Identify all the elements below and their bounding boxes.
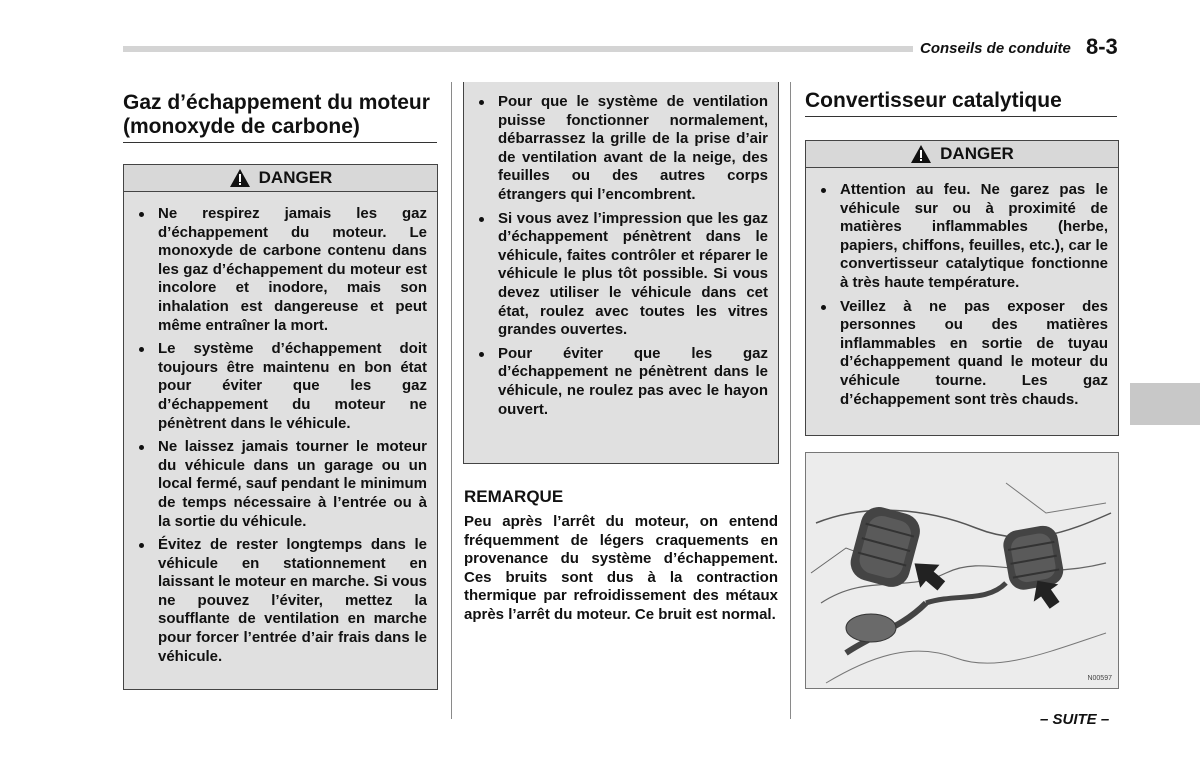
danger-item: Ne laissez jamais tourner le moteur du véhicule dans un garage ou un local fermé, sauf pendant le minimum de temps nécessaire à l’entrée ou à la sortie du véhicule. xyxy=(124,438,437,531)
danger-item: Le système d’échappement doit toujours être maintenu en bon état pour éviter que les gaz d’échappement du moteur ne pénètrent dans le véhicule. xyxy=(124,340,437,433)
continued-label: – SUITE – xyxy=(1040,711,1110,728)
section-title-catalytic: Convertisseur catalytique xyxy=(805,89,1117,117)
remark-title: REMARQUE xyxy=(464,487,564,506)
danger-list-continued xyxy=(464,93,778,419)
danger-label: DANGER xyxy=(258,168,333,187)
danger-item: Attention au feu. Ne garez pas le véhicule sur ou à proximité de matières inflammables (herbe, papiers, chiffons, feuilles, etc.), car le convertisseur catalytique fonctionne à très haute température. xyxy=(806,181,1118,293)
danger-item: Veillez à ne pas exposer des personnes ou des matières inflammables en sortie de tuyau d’échappement quand le moteur du véhicule tourne. Les gaz d’échappement sont très chauds. xyxy=(806,298,1118,410)
danger-header xyxy=(124,165,437,192)
danger-item: Ne respirez jamais les gaz d’échappement du moteur. Le monoxyde de carbone contenu dans les gaz d’échappement du moteur est incolore et inodore, mais son inhalation est dangereuse et peut même entraîner la mort. xyxy=(124,205,437,335)
danger-box-exhaust xyxy=(123,164,438,690)
column-divider xyxy=(790,82,791,719)
section-title-exhaust: Gaz d’échappement du moteur (monoxyde de carbone) xyxy=(123,91,437,143)
danger-item: Évitez de rester longtemps dans le véhicule en stationnement en laissant le moteur en marche. Si vous ne pouvez l’éviter, mettez la soufflante de ventilation en marche pour forcer l’entrée d’air frais dans le véhicule. xyxy=(124,536,437,666)
danger-box-catalytic xyxy=(805,140,1119,436)
danger-item: Pour que le système de ventilation puisse fonctionner normalement, débarrassez la grille de la prise d’air de ventilation avant de la neige, des feuilles ou des autres corps étrangers qui l’encombrent. xyxy=(464,93,778,205)
figure-code: N00597 xyxy=(1087,675,1112,682)
danger-header xyxy=(806,141,1118,168)
section-name: Conseils de conduite xyxy=(920,40,1071,57)
column-divider xyxy=(451,82,452,719)
danger-item: Si vous avez l’impression que les gaz d’échappement pénètrent dans le véhicule, faites contrôler et réparer le véhicule le plus tôt possible. Si vous devez utiliser le véhicule dans cet état, roulez avec toutes les vitres grandes ouvertes. xyxy=(464,210,778,340)
chapter-tab xyxy=(1130,383,1200,425)
danger-box-continued xyxy=(463,82,779,464)
remark-text: Peu après l’arrêt du moteur, on entend fréquemment de légers craquements en provenance du système d’échappement. Ces bruits sont dus à la contraction thermique par refroidissement des métaux après l’arrêt du moteur. Ce bruit est normal. xyxy=(464,513,778,623)
warning-triangle-icon xyxy=(910,144,932,164)
page-number: 8-3 xyxy=(1086,34,1118,59)
danger-list xyxy=(124,205,437,666)
catalytic-converter-illustration-icon xyxy=(806,453,1118,688)
warning-triangle-icon xyxy=(229,168,251,188)
danger-item: Pour éviter que les gaz d’échappement ne pénètrent dans le véhicule, ne roulez pas avec le hayon ouvert. xyxy=(464,345,778,419)
header-rule xyxy=(123,46,913,52)
catalytic-converter-figure xyxy=(805,452,1119,689)
danger-list xyxy=(806,181,1118,409)
danger-label: DANGER xyxy=(940,144,1014,163)
